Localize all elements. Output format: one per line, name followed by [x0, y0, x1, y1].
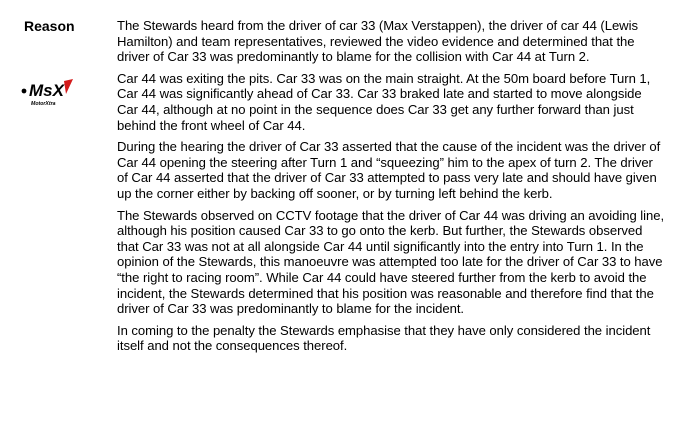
- logo-subtext: MotorXtra: [31, 101, 56, 107]
- logo-text: MsX: [29, 81, 64, 100]
- msx-logo: [20, 78, 90, 108]
- reason-paragraph: Car 44 was exiting the pits. Car 33 was on the main straight. At the 50m board before Turn 1, Car 44 was significantly ahead of Car 33. Car 33 braked late and started to move alongside Car 44, although at no point in the sequence does Car 33 get any further forward than just behind the front wheel of Car 44.: [117, 70, 651, 133]
- logo-dot: [22, 89, 27, 94]
- logo-swoosh: [64, 79, 73, 94]
- reason-body: [117, 18, 665, 360]
- section-label: Reason: [24, 18, 75, 34]
- reason-paragraph: In coming to the penalty the Stewards emphasise that they have only considered the incident itself and not the consequences thereof.: [117, 322, 651, 354]
- reason-paragraph: The Stewards heard from the driver of car 33 (Max Verstappen), the driver of car 44 (Lewis Hamilton) and team representatives, reviewed the video evidence and determined that the driver of Car 33 was predominantly to blame for the collision with Car 44 at Turn 2.: [117, 18, 638, 65]
- reason-paragraph: The Stewards observed on CCTV footage that the driver of Car 44 was driving an avoiding line, although his position caused Car 33 to go onto the kerb. But further, the Stewards observed that Car 33 was not at all alongside Car 44 until significantly into the entry into Turn 1. In the opinion of the Stewards, this manoeuvre was attempted too late for the driver of Car 33 to have “the right to racing room”. While Car 44 could have steered further from the kerb to avoid the incident, the Stewards determined that his position was reasonable and therefore find that the driver of Car 33 was predominantly to blame for the incident.: [117, 207, 665, 317]
- reason-paragraph: During the hearing the driver of Car 33 asserted that the cause of the incident was the driver of Car 44 opening the steering after Turn 1 and “squeezing” him to the apex of turn 2. The driver of Car 44 asserted that the driver of Car 33 attempted to pass very late and should have given up the corner either by backing off sooner, or by turning left behind the kerb.: [117, 139, 661, 201]
